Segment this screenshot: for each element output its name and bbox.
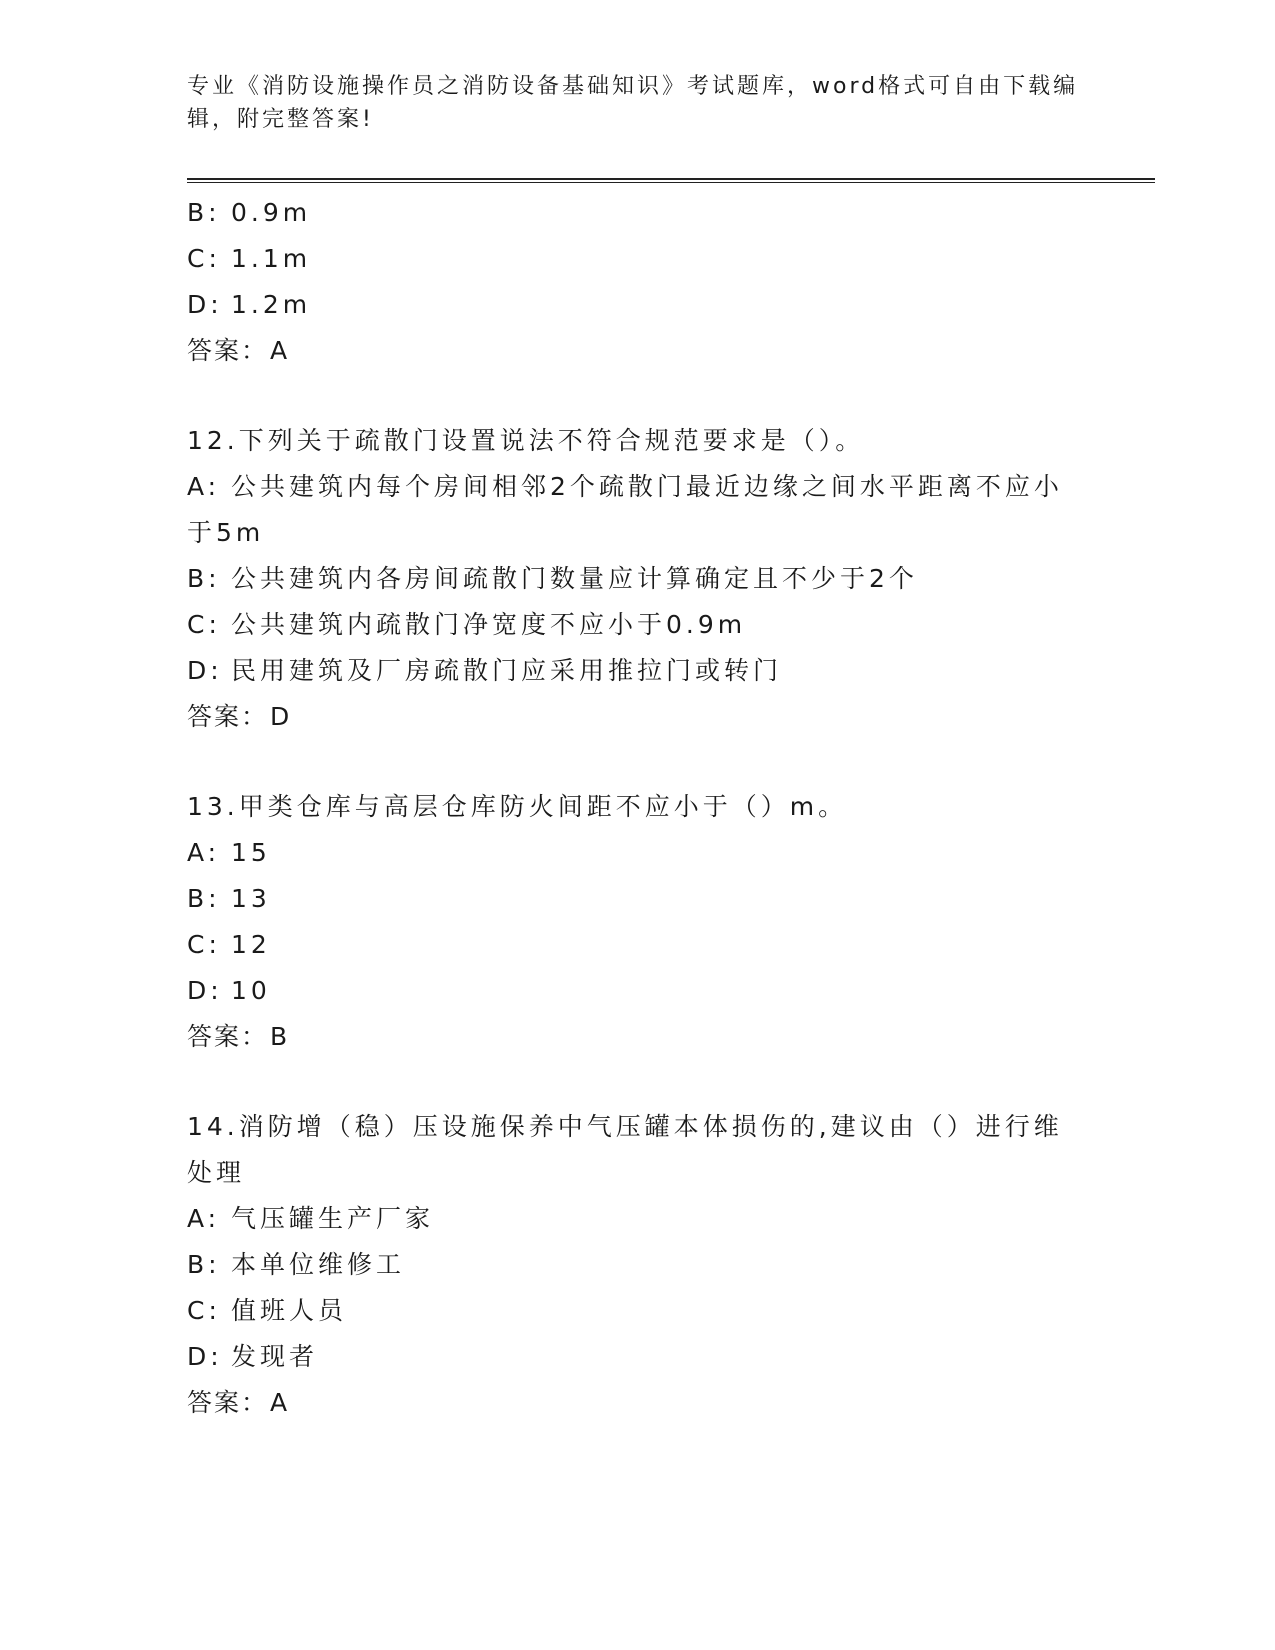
question-gap xyxy=(187,740,1087,784)
option-text: 民用建筑及厂房疏散门应采用推拉门或转门 xyxy=(231,656,783,685)
option-text: 1.1m xyxy=(231,244,312,273)
option-text: 1.2m xyxy=(231,290,312,319)
option-d xyxy=(187,1334,1087,1380)
option-text: 公共建筑内每个房间相邻2个疏散门最近边缘之间水平距离不应小 xyxy=(231,472,1063,501)
option-key: C: xyxy=(187,930,221,959)
page-header xyxy=(187,70,1087,136)
option-key: D: xyxy=(187,290,223,319)
question-11-tail xyxy=(187,190,1087,374)
option-b xyxy=(187,1242,1087,1288)
question-14 xyxy=(187,1104,1087,1426)
answer-label: 答案： xyxy=(187,1388,269,1417)
option-text: 13 xyxy=(231,884,271,913)
question-stem-continuation: 处理 xyxy=(187,1158,246,1187)
answer-line xyxy=(187,1380,1087,1426)
option-key: C: xyxy=(187,610,221,639)
option-text: 15 xyxy=(231,838,271,867)
option-d xyxy=(187,648,1087,694)
header-line-2: 辑，附完整答案! xyxy=(187,107,374,132)
option-text: 0.9m xyxy=(231,198,312,227)
answer-line xyxy=(187,328,1087,374)
option-c xyxy=(187,922,1087,968)
option-text: 值班人员 xyxy=(231,1296,348,1325)
header-divider xyxy=(187,178,1155,183)
answer-label: 答案： xyxy=(187,336,269,365)
answer-value: A xyxy=(270,336,289,365)
answer-line xyxy=(187,694,1087,740)
option-a xyxy=(187,464,1087,510)
option-key: D: xyxy=(187,1342,223,1371)
question-12 xyxy=(187,418,1087,740)
header-line-1: 专业《消防设施操作员之消防设备基础知识》考试题库，word格式可自由下载编 xyxy=(187,74,1079,99)
answer-value: B xyxy=(270,1022,289,1051)
option-c xyxy=(187,236,1087,282)
answer-label: 答案： xyxy=(187,1022,269,1051)
option-key: A: xyxy=(187,838,221,867)
answer-label: 答案： xyxy=(187,702,269,731)
answer-line xyxy=(187,1014,1087,1060)
option-c xyxy=(187,1288,1087,1334)
option-text: 发现者 xyxy=(231,1342,319,1371)
question-stem: 12.下列关于疏散门设置说法不符合规范要求是（）。 xyxy=(187,426,865,455)
option-key: D: xyxy=(187,656,223,685)
option-b xyxy=(187,876,1087,922)
option-text: 公共建筑内疏散门净宽度不应小于0.9m xyxy=(231,610,747,639)
option-key: C: xyxy=(187,1296,221,1325)
option-key: A: xyxy=(187,472,221,501)
option-c xyxy=(187,602,1087,648)
option-a-continuation: 于5m xyxy=(187,518,265,547)
option-key: A: xyxy=(187,1204,221,1233)
option-text: 公共建筑内各房间疏散门数量应计算确定且不少于2个 xyxy=(231,564,918,593)
option-b xyxy=(187,556,1087,602)
option-key: D: xyxy=(187,976,223,1005)
option-b xyxy=(187,190,1087,236)
answer-value: A xyxy=(270,1388,289,1417)
option-text: 气压罐生产厂家 xyxy=(231,1204,435,1233)
option-key: C: xyxy=(187,244,221,273)
option-key: B: xyxy=(187,884,221,913)
option-text: 10 xyxy=(231,976,271,1005)
option-a xyxy=(187,1196,1087,1242)
option-text: 12 xyxy=(231,930,271,959)
option-d xyxy=(187,282,1087,328)
option-key: B: xyxy=(187,1250,221,1279)
question-gap xyxy=(187,1060,1087,1104)
question-gap xyxy=(187,374,1087,418)
option-a xyxy=(187,830,1087,876)
question-stem: 13.甲类仓库与高层仓库防火间距不应小于（）m。 xyxy=(187,792,848,821)
question-stem: 14.消防增（稳）压设施保养中气压罐本体损伤的,建议由（）进行维 xyxy=(187,1112,1063,1141)
question-13 xyxy=(187,784,1087,1060)
option-d xyxy=(187,968,1087,1014)
option-text: 本单位维修工 xyxy=(231,1250,406,1279)
answer-value: D xyxy=(270,702,291,731)
option-key: B: xyxy=(187,198,221,227)
option-key: B: xyxy=(187,564,221,593)
question-content xyxy=(187,190,1087,1426)
